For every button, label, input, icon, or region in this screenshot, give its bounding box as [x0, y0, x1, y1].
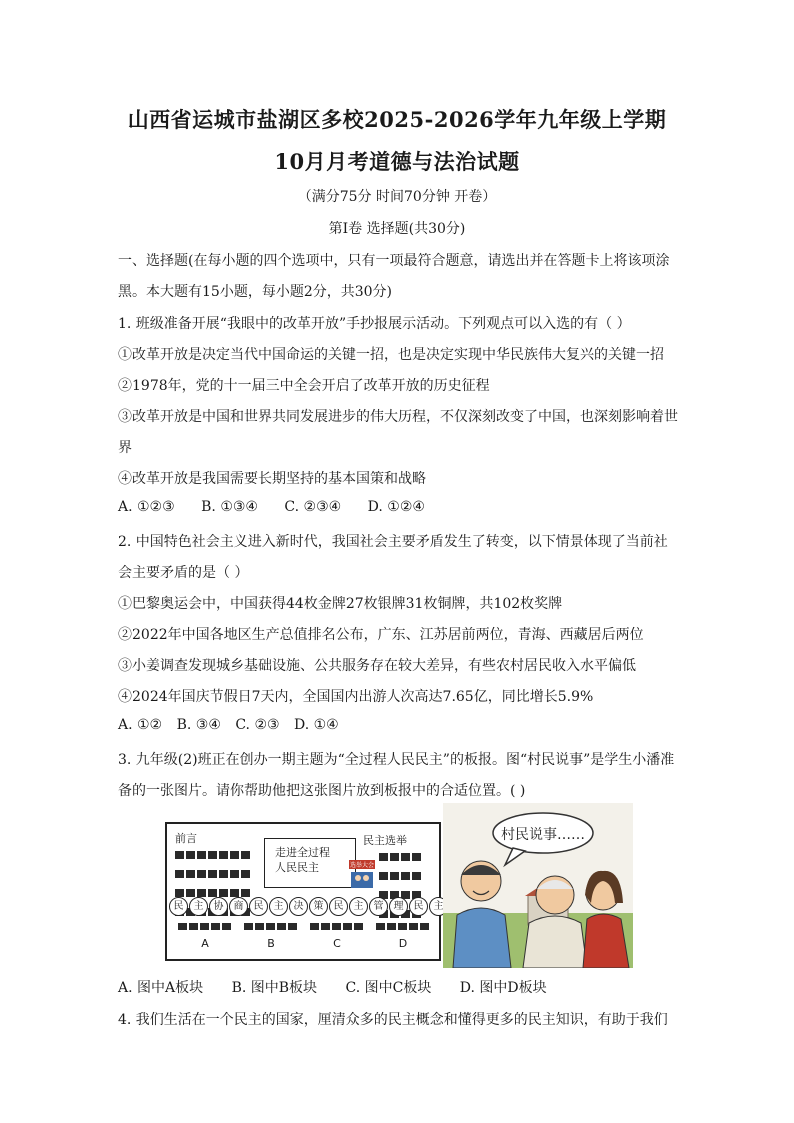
q3-options: [118, 977, 678, 997]
board-circle-row: [169, 894, 469, 916]
instructions-line2: 黑。本大题有15小题，每小题2分，共30分): [118, 284, 392, 300]
exam-title-line1: 山西省运城市盐湖区多校2025-2026学年九年级上学期: [127, 107, 667, 132]
q2-stem-line2: 会主要矛盾的是（ ）: [118, 565, 249, 581]
q3-stem-line1: 3. 九年级(2)班正在创办一期主题为“全过程人民民主”的板报。图“村民说事”是学生小潘准: [118, 752, 675, 768]
board-section-d: [373, 920, 433, 954]
board-election-label: 民主选举: [363, 834, 407, 847]
section-letter: A: [201, 937, 209, 950]
circle-char: 主: [189, 897, 208, 916]
board-center-panel: [264, 838, 356, 888]
section-letter: D: [398, 937, 408, 950]
option-b[interactable]: B. ③④: [176, 717, 221, 733]
circle-char: 民: [169, 897, 188, 916]
circle-char: 管: [369, 897, 388, 916]
villagers-talk-cartoon: [443, 803, 633, 968]
option-c[interactable]: C. ②③: [235, 717, 280, 733]
circle-char: 主: [349, 897, 368, 916]
circle-char: 商: [229, 897, 248, 916]
q2-item: ②2022年中国各地区生产总值排名公布，广东、江苏居前两位，青海、西藏居后两位: [118, 627, 644, 643]
section-letter: B: [267, 937, 275, 950]
circle-char: 协: [209, 897, 228, 916]
section-letter: C: [333, 937, 341, 950]
option-b[interactable]: B. 图中B板块: [231, 980, 318, 996]
board-section-c: [307, 920, 367, 954]
q2-stem-line1: 2. 中国特色社会主义进入新时代，我国社会主要矛盾发生了转变，以下情景体现了当前社: [118, 534, 668, 550]
q3-stem-line2: 备的一张图片。请你帮助他把这张图片放到板报中的合适位置。( ): [118, 783, 526, 799]
q1-item: ②1978年，党的十一届三中全会开启了改革开放的历史征程: [118, 378, 490, 394]
board-section-b: [241, 920, 301, 954]
board-preface-label: 前言: [175, 832, 197, 845]
circle-char: 民: [329, 897, 348, 916]
panel-line2: 人民民主: [275, 861, 319, 874]
q2-item: ①巴黎奥运会中，中国获得44枚金牌27枚银牌31枚铜牌，共102枚奖牌: [118, 596, 563, 612]
board-section-a: [175, 920, 235, 954]
circle-char: 决: [289, 897, 308, 916]
option-a[interactable]: A. 图中A板块: [118, 980, 204, 996]
option-d[interactable]: D. ①②④: [367, 499, 425, 515]
circle-char: 民: [249, 897, 268, 916]
q1-options: [118, 499, 678, 515]
q1-item: ①改革开放是决定当代中国命运的关键一招，也是决定实现中华民族伟大复兴的关键一招: [118, 347, 664, 363]
q4-stem: 4. 我们生活在一个民主的国家，厘清众多的民主概念和懂得更多的民主知识，有助于我们: [118, 1012, 668, 1028]
blackboard-figure: [165, 822, 444, 961]
option-a[interactable]: A. ①②: [118, 717, 163, 733]
panel-line1: 走进全过程: [275, 846, 330, 859]
instructions-line1: 一、选择题(在每小题的四个选项中，只有一项最符合题意，请选出并在答题卡上将该项涂: [118, 253, 670, 269]
circle-char: 主: [429, 897, 448, 916]
option-c[interactable]: C. 图中C板块: [345, 980, 432, 996]
exam-title-line2: 10月月考道德与法治试题: [274, 149, 520, 174]
exam-meta: （满分75分 时间70分钟 开卷）: [297, 189, 497, 205]
section-heading: 第Ⅰ卷 选择题(共30分): [328, 221, 466, 237]
stamp-label: 选举大会: [349, 862, 375, 869]
q1-item: 界: [118, 440, 132, 456]
option-d[interactable]: D. ①④: [294, 717, 339, 733]
circle-char: 理: [389, 897, 408, 916]
q1-stem: 1. 班级准备开展“我眼中的改革开放”手抄报展示活动。下列观点可以入选的有（ ）: [118, 316, 631, 332]
q2-options: [118, 717, 678, 733]
option-d[interactable]: D. 图中D板块: [459, 980, 547, 996]
q1-item: ③改革开放是中国和世界共同发展进步的伟大历程，不仅深刻改变了中国，也深刻影响着世: [118, 409, 678, 425]
circle-char: 主: [269, 897, 288, 916]
circle-char: 民: [409, 897, 428, 916]
option-b[interactable]: B. ①③④: [201, 499, 258, 515]
q1-item: ④改革开放是我国需要长期坚持的基本国策和战略: [118, 471, 426, 487]
option-a[interactable]: A. ①②③: [118, 499, 175, 515]
q2-item: ④2024年国庆节假日7天内，全国国内出游人次高达7.65亿，同比增长5.9%: [118, 689, 594, 705]
q2-item: ③小姜调查发现城乡基础设施、公共服务存在较大差异，有些农村居民收入水平偏低: [118, 658, 636, 674]
circle-char: 策: [309, 897, 328, 916]
speech-bubble-text: 村民说事……: [501, 827, 585, 843]
ballot-picture-icon: [349, 860, 375, 890]
option-c[interactable]: C. ②③④: [284, 499, 342, 515]
